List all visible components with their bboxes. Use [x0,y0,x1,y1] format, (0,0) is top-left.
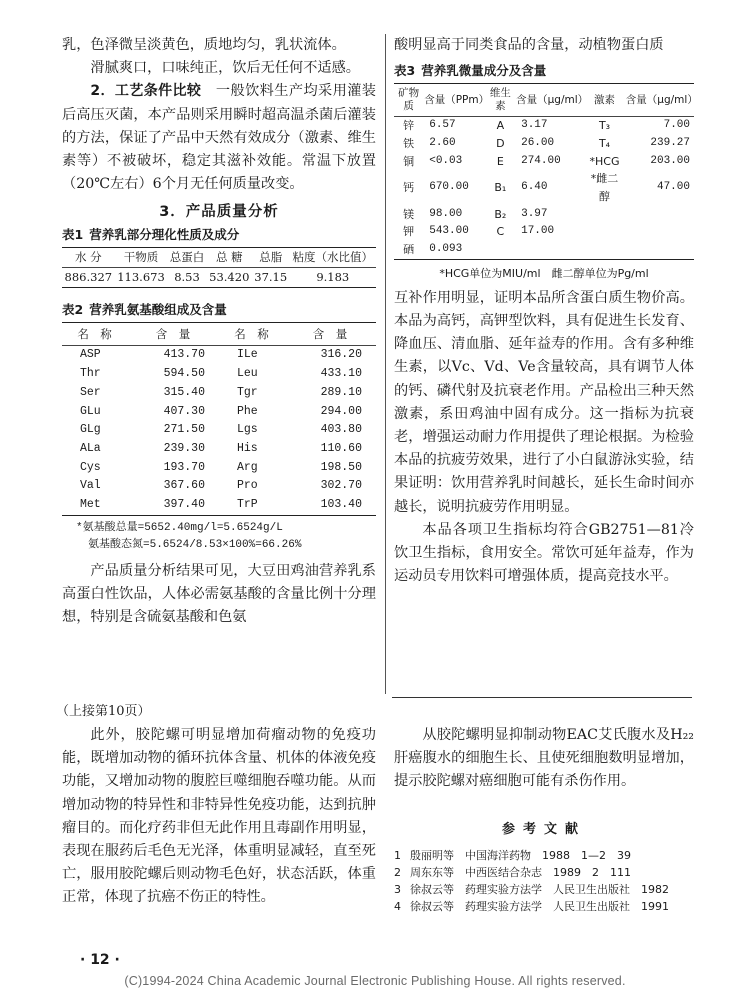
mineral-value: 6.57 [429,119,456,132]
mineral-name: 钾 [403,225,415,239]
table-3-body [394,117,694,260]
hormone-name: T₄ [598,136,611,150]
hormone-name [584,206,625,224]
hormone-value [625,241,694,259]
table-row [62,403,376,422]
amino-acid-value: 289.10 [320,385,362,399]
table-row [62,384,376,403]
hormone-name [584,241,625,259]
mineral-name: 镁 [403,207,415,221]
mineral-value: 0.093 [429,243,463,256]
hormone-name: *HCG [589,154,620,168]
amino-acid-value: 316.20 [320,348,362,362]
amino-acid-value: 103.40 [320,498,362,512]
table-3-header: 矿物质 [398,87,420,113]
hormone-value [625,223,694,241]
table-2-header: 含 量 [312,327,348,342]
table-row [62,459,376,478]
table-2-caption [62,300,376,318]
table-row [394,153,694,171]
reference-item [394,898,694,915]
table-1-header: 粘度（水比值） [292,250,374,265]
vitamin-value: 3.97 [521,207,548,220]
amino-acid-value: 271.50 [163,423,205,437]
amino-acid-name: Tgr [236,385,258,399]
table-1-header: 总脂 [259,250,283,265]
right-column [394,34,698,588]
lower-left-column [62,724,376,910]
hormone-value: 47.00 [656,181,690,194]
vitamin-name: A [496,119,505,133]
mineral-name: 铁 [403,136,415,150]
vitamin-value: 274.00 [521,154,561,167]
reference-number: 4 [394,899,401,913]
hormone-name: *雌二醇 [590,172,619,204]
table-2-header: 名 称 [234,327,269,342]
table-3-number: 表3 [394,63,416,79]
vitamin-name: B₂ [494,207,507,221]
vitamin-value: 26.00 [521,136,555,149]
amino-acid-name: Arg [236,460,258,474]
lower-right-column [394,724,694,915]
table-1-cell: 113.673 [117,270,165,285]
amino-acid-value: 193.70 [163,460,205,474]
table-3 [394,83,698,260]
table-row [394,170,694,205]
amino-acid-value: 403.80 [320,423,362,437]
amino-acid-value: 407.30 [163,404,205,418]
copyright-footer: (C)1994-2024 China Academic Journal Electronic Publishing House. All rights reserved. [124,974,626,988]
amino-acid-name: Met [80,498,101,512]
paragraph-1-line-2: 滑腻爽口，口味纯正，饮后无任何不适感。 [90,60,360,77]
table-row [62,365,376,384]
references-list [394,847,694,915]
table-1-cell: 53.420 [209,270,250,285]
vitamin-value: 17.00 [521,225,555,238]
table-1-header: 水 分 [75,250,102,265]
amino-acid-name: GLu [80,404,101,418]
references-title: 参考文献 [501,821,586,837]
table-3-header: 含量（μg/ml） [516,93,589,106]
amino-acid-name: Leu [236,367,258,381]
vitamin-name: E [496,154,504,168]
vitamin-name: C [496,225,505,239]
amino-acid-value: 413.70 [163,348,205,362]
reference-item [394,847,694,864]
table-row [62,421,376,440]
table-1-cell: 9.183 [316,270,350,285]
table-row [62,346,376,365]
vitamin-value: 3.17 [521,119,548,132]
table-1-header: 总 糖 [215,250,243,265]
page-number: · 12 · [80,952,120,968]
amino-acid-value: 594.50 [163,367,205,381]
table-3-header: 含量（μg/ml） [625,93,698,106]
amino-acid-name: Val [80,479,101,493]
vitamin-name: B₁ [494,181,507,195]
paragraph-quality-analysis: 产品质量分析结果可见，大豆田鸡油营养乳系高蛋白性饮品，人体必需氨基酸的含量比例十分理想，特别是含硫氨基酸和色氨 [62,562,376,626]
paragraph-1-line-1: 乳，色泽微呈淡黄色，质地均匀，乳状流体。 [62,37,346,53]
table-row [62,440,376,459]
reference-text: 周东东等 中西医结合杂志 1989 2 111 [410,865,631,879]
table-1-cell: 8.53 [174,270,200,285]
left-column [62,34,376,629]
mineral-name: 铜 [403,154,415,168]
table-2-header: 含 量 [155,327,191,342]
hormone-name: T₃ [598,119,611,133]
amino-acid-value: 302.70 [320,479,362,493]
table-2-note-1: *氨基酸总量=5652.40mg/l=5.6524g/L [76,521,283,534]
table-2-header: 名 称 [77,327,112,342]
amino-acid-name: GLg [80,423,101,437]
reference-number: 3 [394,882,401,896]
amino-acid-name: TrP [236,498,258,512]
amino-acid-name: His [236,441,258,455]
process-text: 一般饮料生产均采用灌装后高压灭菌，本产品则采用瞬时超高温杀菌后灌装的方法，保证了产品中天然有效成分（激素、维生素等）不被破坏，稳定其滋补效能。常温下放置（20℃左右）6个月无任何质量改变。 [62,83,376,193]
vitamin-value [515,241,584,259]
amino-acid-value: 367.60 [163,479,205,493]
reference-number: 2 [394,865,401,879]
reference-text: 徐叔云等 药理实验方法学 人民卫生出版社 1982 [410,882,669,896]
table-2-number: 表2 [62,302,84,318]
table-2-note-2: 氨基酸态氮=5.6524/8.53×100%=66.26% [88,538,302,551]
amino-acid-value: 198.50 [320,460,362,474]
mineral-value: 2.60 [429,136,456,149]
amino-acid-name: ALa [80,441,101,455]
reference-number: 1 [394,848,401,862]
mineral-name: 锌 [403,119,415,133]
table-2-title: 营养乳氨基酸组成及含量 [89,302,227,318]
table-3-header: 维生素 [489,87,511,113]
table-3-header: 激素 [594,93,616,106]
table-2-body [62,346,376,515]
amino-acid-name: Pro [236,479,258,493]
table-1-value-row [62,268,376,288]
table-row [394,223,694,241]
table-3-header: 含量（PPm） [424,93,490,106]
table-1-cell: 886.327 [64,270,113,285]
table-3-header-row [394,84,694,117]
amino-acid-name: Lgs [236,423,258,437]
table-3-caption [394,61,694,79]
hormone-value [625,206,694,224]
amino-acid-name: Thr [80,367,101,381]
table-row [394,241,694,259]
table-1-cell: 37.15 [254,270,288,285]
table-row [62,477,376,496]
table-1-header-row [62,248,376,268]
reference-item [394,881,694,898]
amino-acid-name: Cys [80,460,101,474]
paragraph-complementary: 互补作用明显，证明本品所含蛋白质生物价高。本品为高钙，高钾型饮料，具有促进生长发育、降血压、清血脂、延年益寿的作用。含有多种维生素，以Vc、Vd、Ve含量较高，具有调节人体的钙、磷代射及抗衰老作用。产品检出三种天然激素，系田鸡油中固有成分。这一指标为抗衰老，增强运动耐力作用提供了理论根据。为检验本品的抗疲劳效果，进行了小白鼠游泳实验，结果证明：饮用营养乳时间越长，延长生命时间亦越长，说明抗疲劳作用明显。 [394,289,694,515]
amino-acid-value: 315.40 [163,385,205,399]
table-1-header: 总蛋白 [169,250,205,265]
table-row [394,117,694,135]
amino-acid-value: 239.30 [163,441,205,455]
table-3-title: 营养乳微量成分及含量 [421,63,547,79]
mineral-value: 543.00 [429,225,469,238]
amino-acid-name: Ser [80,385,101,399]
mineral-value: 670.00 [429,181,469,194]
mineral-value: <0.03 [429,154,463,167]
paragraph-anticancer: 从胶陀螺明显抑制动物EAC艾氏腹水及H₂₂肝癌腹水的细胞生长、且使死细胞数明显增加，提示胶陀螺对癌细胞可能有杀伤作用。 [394,727,694,790]
vitamin-name: D [496,136,505,150]
vitamin-value: 6.40 [521,181,548,194]
table-2-header-row [62,323,376,346]
amino-acid-name: ILe [236,348,258,362]
table-row [394,206,694,224]
table-3-note: *HCG单位为MIU/ml 雌二醇单位为Pg/ml [439,266,649,280]
table-row [62,496,376,515]
table-1-header: 干物质 [123,250,159,265]
reference-item [394,864,694,881]
amino-acid-value: 294.00 [320,404,362,418]
mineral-name: 钙 [403,181,415,195]
hormone-value: 203.00 [650,154,690,167]
continued-from-note: （上接第10页） [56,704,151,719]
process-heading: 2．工艺条件比较 [90,83,202,100]
amino-acid-name: ASP [80,348,101,362]
paragraph-immune-function: 此外，胶陀螺可明显增加荷瘤动物的免疫功能，既增加动物的循环抗体含量、机体的体液免疫功能，又增加动物的腹腔巨噬细胞吞噬功能。从而增加动物的特异性和非特异性免疫功能，达到抗肿瘤目的。而化疗药非但无此作用且毒副作用明显，表现在服药后毛色无光泽，体重明显减轻，直至死亡，服用胶陀螺后则动物毛色好，状态活跃，体重正常，体现了抗癌不伤正的特性。 [62,727,376,906]
mineral-value: 98.00 [429,207,463,220]
table-1-title: 营养乳部分理化性质及成分 [89,227,240,243]
mineral-name: 硒 [403,243,415,257]
table-1-number: 表1 [62,227,84,243]
hormone-value: 7.00 [663,119,690,132]
table-row [394,135,694,153]
right-top-line: 酸明显高于同类食品的含量，动植物蛋白质 [394,37,664,53]
table-1-caption [62,225,376,243]
amino-acid-value: 433.10 [320,367,362,381]
table-1 [62,247,376,288]
hormone-value: 239.27 [650,136,690,149]
amino-acid-value: 110.60 [320,441,362,455]
section-divider [392,697,692,698]
reference-text: 殷丽明等 中国海洋药物 1988 1—2 39 [410,848,631,862]
amino-acid-value: 397.40 [163,498,205,512]
section-3-title: 3．产品质量分析 [159,204,279,221]
paragraph-process [62,80,376,196]
column-divider [385,34,386,694]
reference-text: 徐叔云等 药理实验方法学 人民卫生出版社 1991 [410,899,669,913]
vitamin-name [486,241,515,259]
amino-acid-name: Phe [236,404,258,418]
hormone-name [584,223,625,241]
paragraph-hygiene-standard: 本品各项卫生指标均符合GB2751—81冷饮卫生指标，食用安全。常饮可延年益寿，作为运动员专用饮料可增强体质，提高竞技水平。 [394,521,694,585]
table-2 [62,322,376,515]
